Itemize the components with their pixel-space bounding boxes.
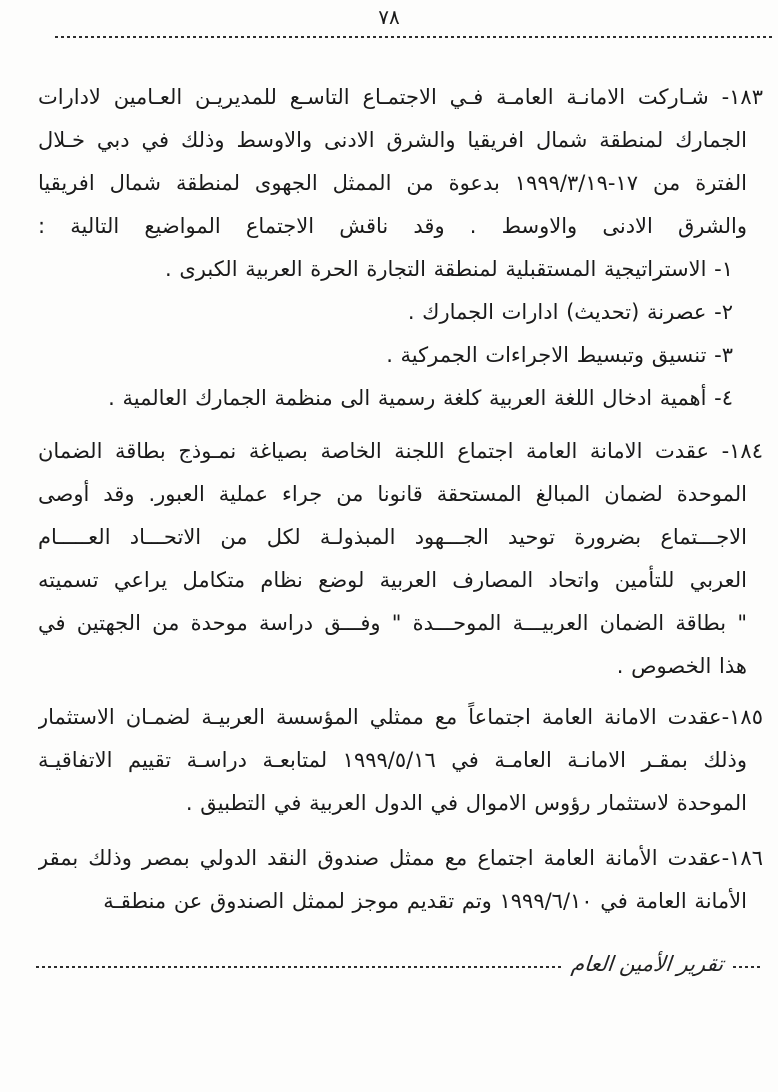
page-content — [38, 76, 763, 923]
paragraph-line: ١٨٤- عقدت الامانة العامة اجتماع اللجنة الخاصة بصياغة نمـوذج بطاقة الضمان — [38, 439, 763, 463]
paragraph-line: ١٨٦-عقدت الأمانة العامة اجتماع مع ممثل صندوق النقد الدولي بمصر وذلك بمقر — [38, 846, 763, 870]
paragraph-line: العربي للتأمين واتحاد المصارف العربية لوضع نظام متكامل يراعي تسميته — [38, 568, 747, 592]
list-item: ٢- عصرنة (تحديث) ادارات الجمارك . — [407, 300, 733, 324]
page-number: ٧٨ — [378, 5, 400, 29]
paragraph-line: الجمارك لمنطقة شمال افريقيا والشرق الادنى والاوسط وذلك في دبي خـلال — [38, 128, 747, 152]
list-item: ٣- تنسيق وتبسيط الاجراءات الجمركية . — [386, 343, 733, 367]
paragraph-line: الأمانة العامة في ١٩٩٩/٦/١٠ وتم تقديم موجز لممثل الصندوق عن منطقـة — [103, 889, 747, 913]
paragraph-line: الفترة من ١٧-١٩٩٩/٣/١٩ بدعوة من الممثل الجهوى لمنطقة شمال افريقيا — [38, 171, 747, 195]
paragraph-line: الموحدة لضمان المبالغ المستحقة قانونا من جراء عملية العبور. وقد أوصى — [38, 482, 747, 506]
footer-rule — [36, 966, 561, 968]
list-item: ٤- أهمية ادخال اللغة العربية كلغة رسمية الى منظمة الجمارك العالمية . — [108, 386, 733, 410]
paragraph-186 — [38, 837, 763, 923]
paragraph-line: " بطاقة الضمان العربيـــة الموحـــدة " وفـــق دراسة موحدة من الجهتين في — [38, 611, 747, 635]
paragraph-183 — [38, 76, 763, 248]
paragraph-line: هذا الخصوص . — [616, 654, 747, 678]
list-item: ١- الاستراتيجية المستقبلية لمنطقة التجارة الحرة العربية الكبرى . — [165, 257, 733, 281]
footer-dash-rule — [733, 966, 763, 968]
paragraph-line: وذلك بمقـر الامانـة العامـة في ١٩٩٩/٥/١٦ لمتابعـة دراسـة تقييم الاتفاقيـة — [38, 748, 747, 772]
topics-list — [38, 248, 763, 420]
paragraph-line: والشرق الادنى والاوسط . وقد ناقش الاجتماع المواضيع التالية : — [38, 214, 747, 238]
page-footer — [36, 952, 763, 982]
paragraph-185 — [38, 696, 763, 825]
paragraph-line: الموحدة لاستثمار رؤوس الاموال في الدول العربية في التطبيق . — [185, 791, 747, 815]
header-rule — [55, 36, 775, 38]
paragraph-line: الاجـــتماع بضرورة توحيد الجـــهود المبذولـة لكل من الاتحـــاد العـــــام — [38, 525, 747, 549]
paragraph-line: ١٨٥-عقدت الامانة العامة اجتماعاً مع ممثلي المؤسسة العربيـة لضمـان الاستثمار — [38, 705, 763, 729]
footer-signature: تقرير الأمين العام — [570, 952, 725, 976]
paragraph-line: ١٨٣- شـاركت الامانـة العامـة فـي الاجتمـاع التاسـع للمديريـن العـامين لادارات — [38, 85, 763, 109]
paragraph-184 — [38, 430, 763, 688]
